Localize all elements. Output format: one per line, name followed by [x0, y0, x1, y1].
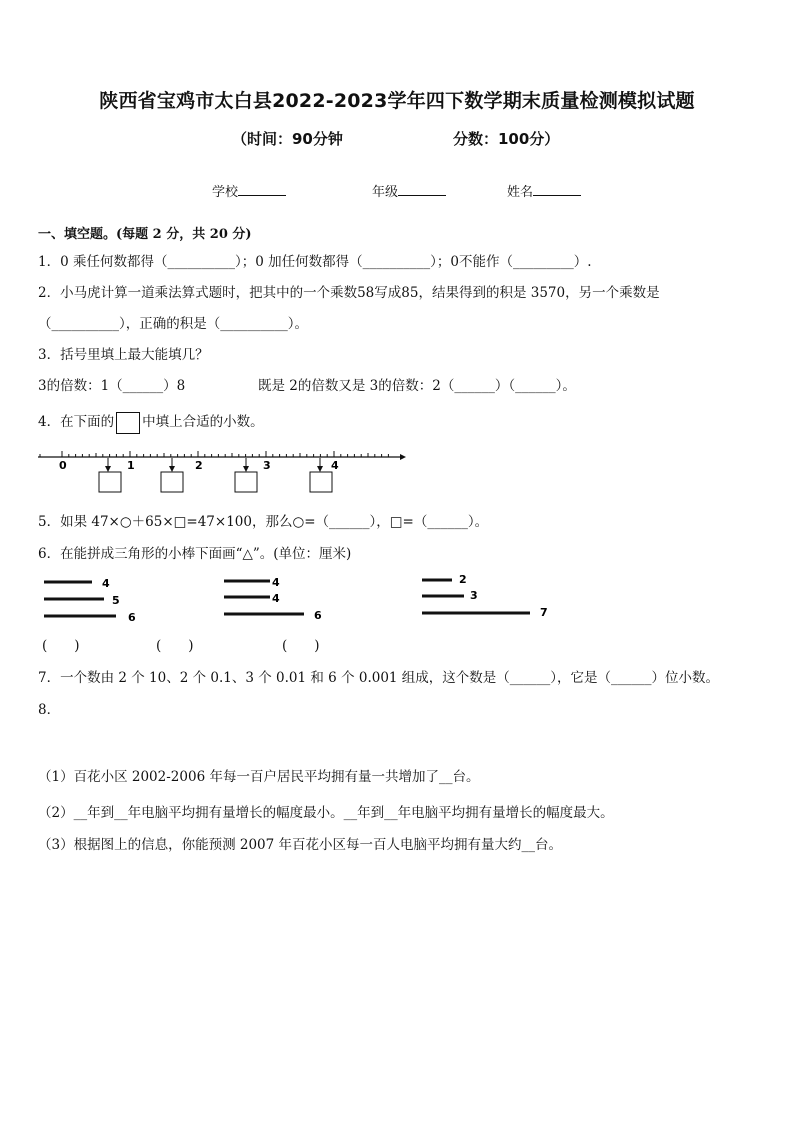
stick-group-2-answer[interactable]: ( ): [156, 638, 194, 654]
question-6: 6．在能拼成三角形的小棒下面画“△”。(单位：厘米): [38, 546, 352, 562]
pointer-3-arrow-icon: [243, 466, 249, 472]
question-5: 5．如果 47×○＋65×□=47×100，那么○=（______），□=（______）。: [38, 514, 489, 530]
pointer-4-arrow-icon: [317, 466, 323, 472]
number-line-label-3: 3: [263, 459, 271, 472]
name-label: 姓名: [507, 185, 534, 200]
question-3-part-a: 3的倍数：1（______）8: [38, 378, 186, 394]
stick-2c-length: 6: [314, 609, 322, 622]
question-3-part-b: 既是 2的倍数又是 3的倍数：2（______）（______）。: [258, 378, 576, 394]
grade-label: 年级: [372, 185, 399, 200]
question-8-part-2: （2）__年到__年电脑平均拥有量增长的幅度最小。__年到__年电脑平均拥有量增长的幅度最大。: [38, 805, 614, 821]
question-8: 8．: [38, 702, 61, 718]
answer-box-4: [310, 472, 332, 492]
question-8-part-3: （3）根据图上的信息，你能预测 2007 年百花小区每一百人电脑平均拥有量大约__台。: [38, 837, 563, 853]
question-2-line1: 2．小马虎计算一道乘法算式题时，把其中的一个乘数58写成85，结果得到的积是 3570，另一个乘数是: [38, 285, 660, 301]
pointer-1-arrow-icon: [105, 466, 111, 472]
stick-3b-length: 3: [470, 589, 478, 602]
question-1: 1．0 乘任何数都得（__________）；0 加任何数都得（__________）；0不能作（_________）.: [38, 254, 592, 270]
number-line-label-1: 1: [127, 459, 135, 472]
stick-3c-length: 7: [540, 606, 548, 619]
stick-group-1-answer[interactable]: ( ): [42, 638, 80, 654]
stick-group-1: [44, 577, 136, 624]
stick-group-3-answer[interactable]: ( ): [282, 638, 320, 654]
number-line: [38, 451, 406, 492]
answer-box-1: [99, 472, 121, 492]
question-3: 3．括号里填上最大能填几？: [38, 347, 209, 363]
stick-2b-length: 4: [272, 592, 280, 605]
number-line-label-2: 2: [195, 459, 203, 472]
exam-score: 分数：100分）: [453, 130, 560, 148]
number-line-label-0: 0: [59, 459, 67, 472]
exam-time: （时间：90分钟: [232, 130, 343, 148]
stick-1a-length: 4: [102, 577, 110, 590]
number-line-label-4: 4: [331, 459, 339, 472]
question-7: 7．一个数由 2 个 10、2 个 0.1、3 个 0.01 和 6 个 0.001 组成，这个数是（______），它是（______）位小数。: [38, 670, 720, 686]
question-2-line2: （__________），正确的积是（__________）。: [38, 316, 308, 332]
stick-1b-length: 5: [112, 594, 120, 607]
stick-group-3: [422, 573, 548, 619]
answer-box-2: [161, 472, 183, 492]
stick-2a-length: 4: [272, 576, 280, 589]
question-4-text-b: 中填上合适的小数。: [142, 414, 264, 430]
pointer-2-arrow-icon: [169, 466, 175, 472]
number-line-ticks: [40, 451, 388, 457]
stick-3a-length: 2: [459, 573, 467, 586]
section-heading: 一、填空题。(每题 2 分，共 20 分): [38, 227, 252, 242]
page-title: 陕西省宝鸡市太白县2022-2023学年四下数学期末质量检测模拟试题: [99, 90, 695, 112]
stick-group-2: [224, 576, 322, 622]
number-line-arrow-icon: [400, 454, 406, 460]
question-4-text-a: 4．在下面的: [38, 414, 115, 430]
answer-box-3: [235, 472, 257, 492]
question-8-part-1: （1）百花小区 2002-2006 年每一百户居民平均拥有量一共增加了__台。: [38, 769, 480, 785]
stick-1c-length: 6: [128, 611, 136, 624]
school-label: 学校: [212, 185, 239, 200]
